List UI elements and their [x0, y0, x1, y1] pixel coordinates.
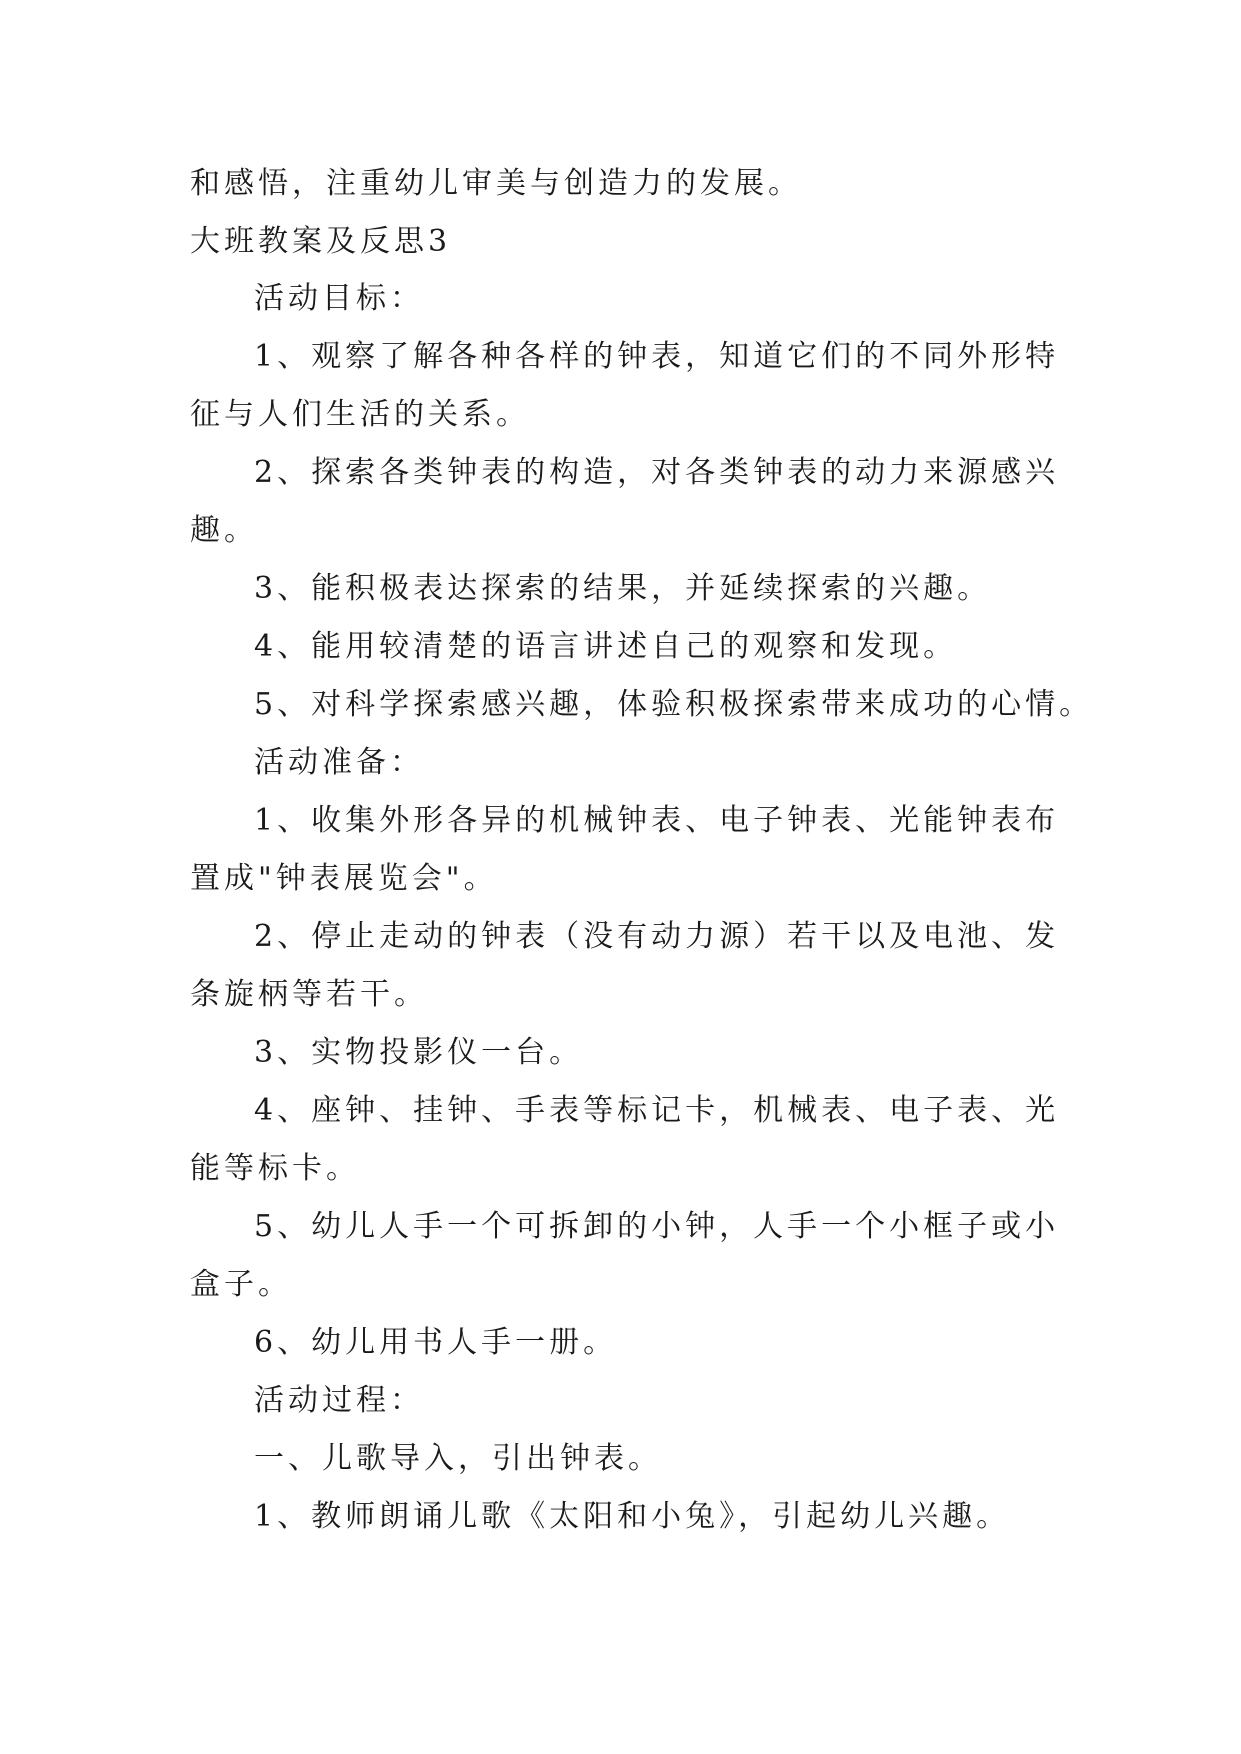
subheading-activity-preparation: 活动准备：: [254, 745, 424, 780]
prep-item-2-cont: 条旋柄等若干。: [190, 977, 428, 1012]
prep-item-5: 5、幼儿人手一个可拆卸的小钟，人手一个小框子或小: [254, 1209, 1060, 1244]
prep-item-4: 4、座钟、挂钟、手表等标记卡，机械表、电子表、光: [254, 1093, 1060, 1128]
goal-item-1: 1、观察了解各种各样的钟表，知道它们的不同外形特: [254, 339, 1060, 374]
goal-item-3: 3、能积极表达探索的结果，并延续探索的兴趣。: [254, 571, 992, 606]
prep-item-6: 6、幼儿用书人手一册。: [254, 1325, 618, 1360]
goal-item-1-cont: 征与人们生活的关系。: [190, 397, 530, 432]
prep-item-1: 1、收集外形各异的机械钟表、电子钟表、光能钟表布: [254, 803, 1060, 838]
prep-item-2: 2、停止走动的钟表（没有动力源）若干以及电池、发: [254, 919, 1060, 954]
process-step-1: 一、儿歌导入，引出钟表。: [254, 1441, 662, 1476]
goal-item-2-cont: 趣。: [190, 513, 258, 548]
process-step-1-item-1: 1、教师朗诵儿歌《太阳和小兔》，引起幼儿兴趣。: [254, 1499, 1011, 1534]
prep-item-3: 3、实物投影仪一台。: [254, 1035, 584, 1070]
subheading-activity-process: 活动过程：: [254, 1383, 424, 1418]
paragraph-continuation: 和感悟，注重幼儿审美与创造力的发展。: [190, 166, 802, 201]
goal-item-4: 4、能用较清楚的语言讲述自己的观察和发现。: [254, 629, 958, 664]
prep-item-1-cont: 置成"钟表展览会"。: [190, 861, 498, 896]
subheading-activity-goals: 活动目标：: [254, 281, 424, 316]
prep-item-4-cont: 能等标卡。: [190, 1151, 360, 1186]
goal-item-5: 5、对科学探索感兴趣，体验积极探索带来成功的心情。: [254, 687, 1094, 722]
section-heading: 大班教案及反思3: [190, 224, 452, 259]
goal-item-2: 2、探索各类钟表的构造，对各类钟表的动力来源感兴: [254, 455, 1060, 490]
prep-item-5-cont: 盒子。: [190, 1267, 292, 1302]
